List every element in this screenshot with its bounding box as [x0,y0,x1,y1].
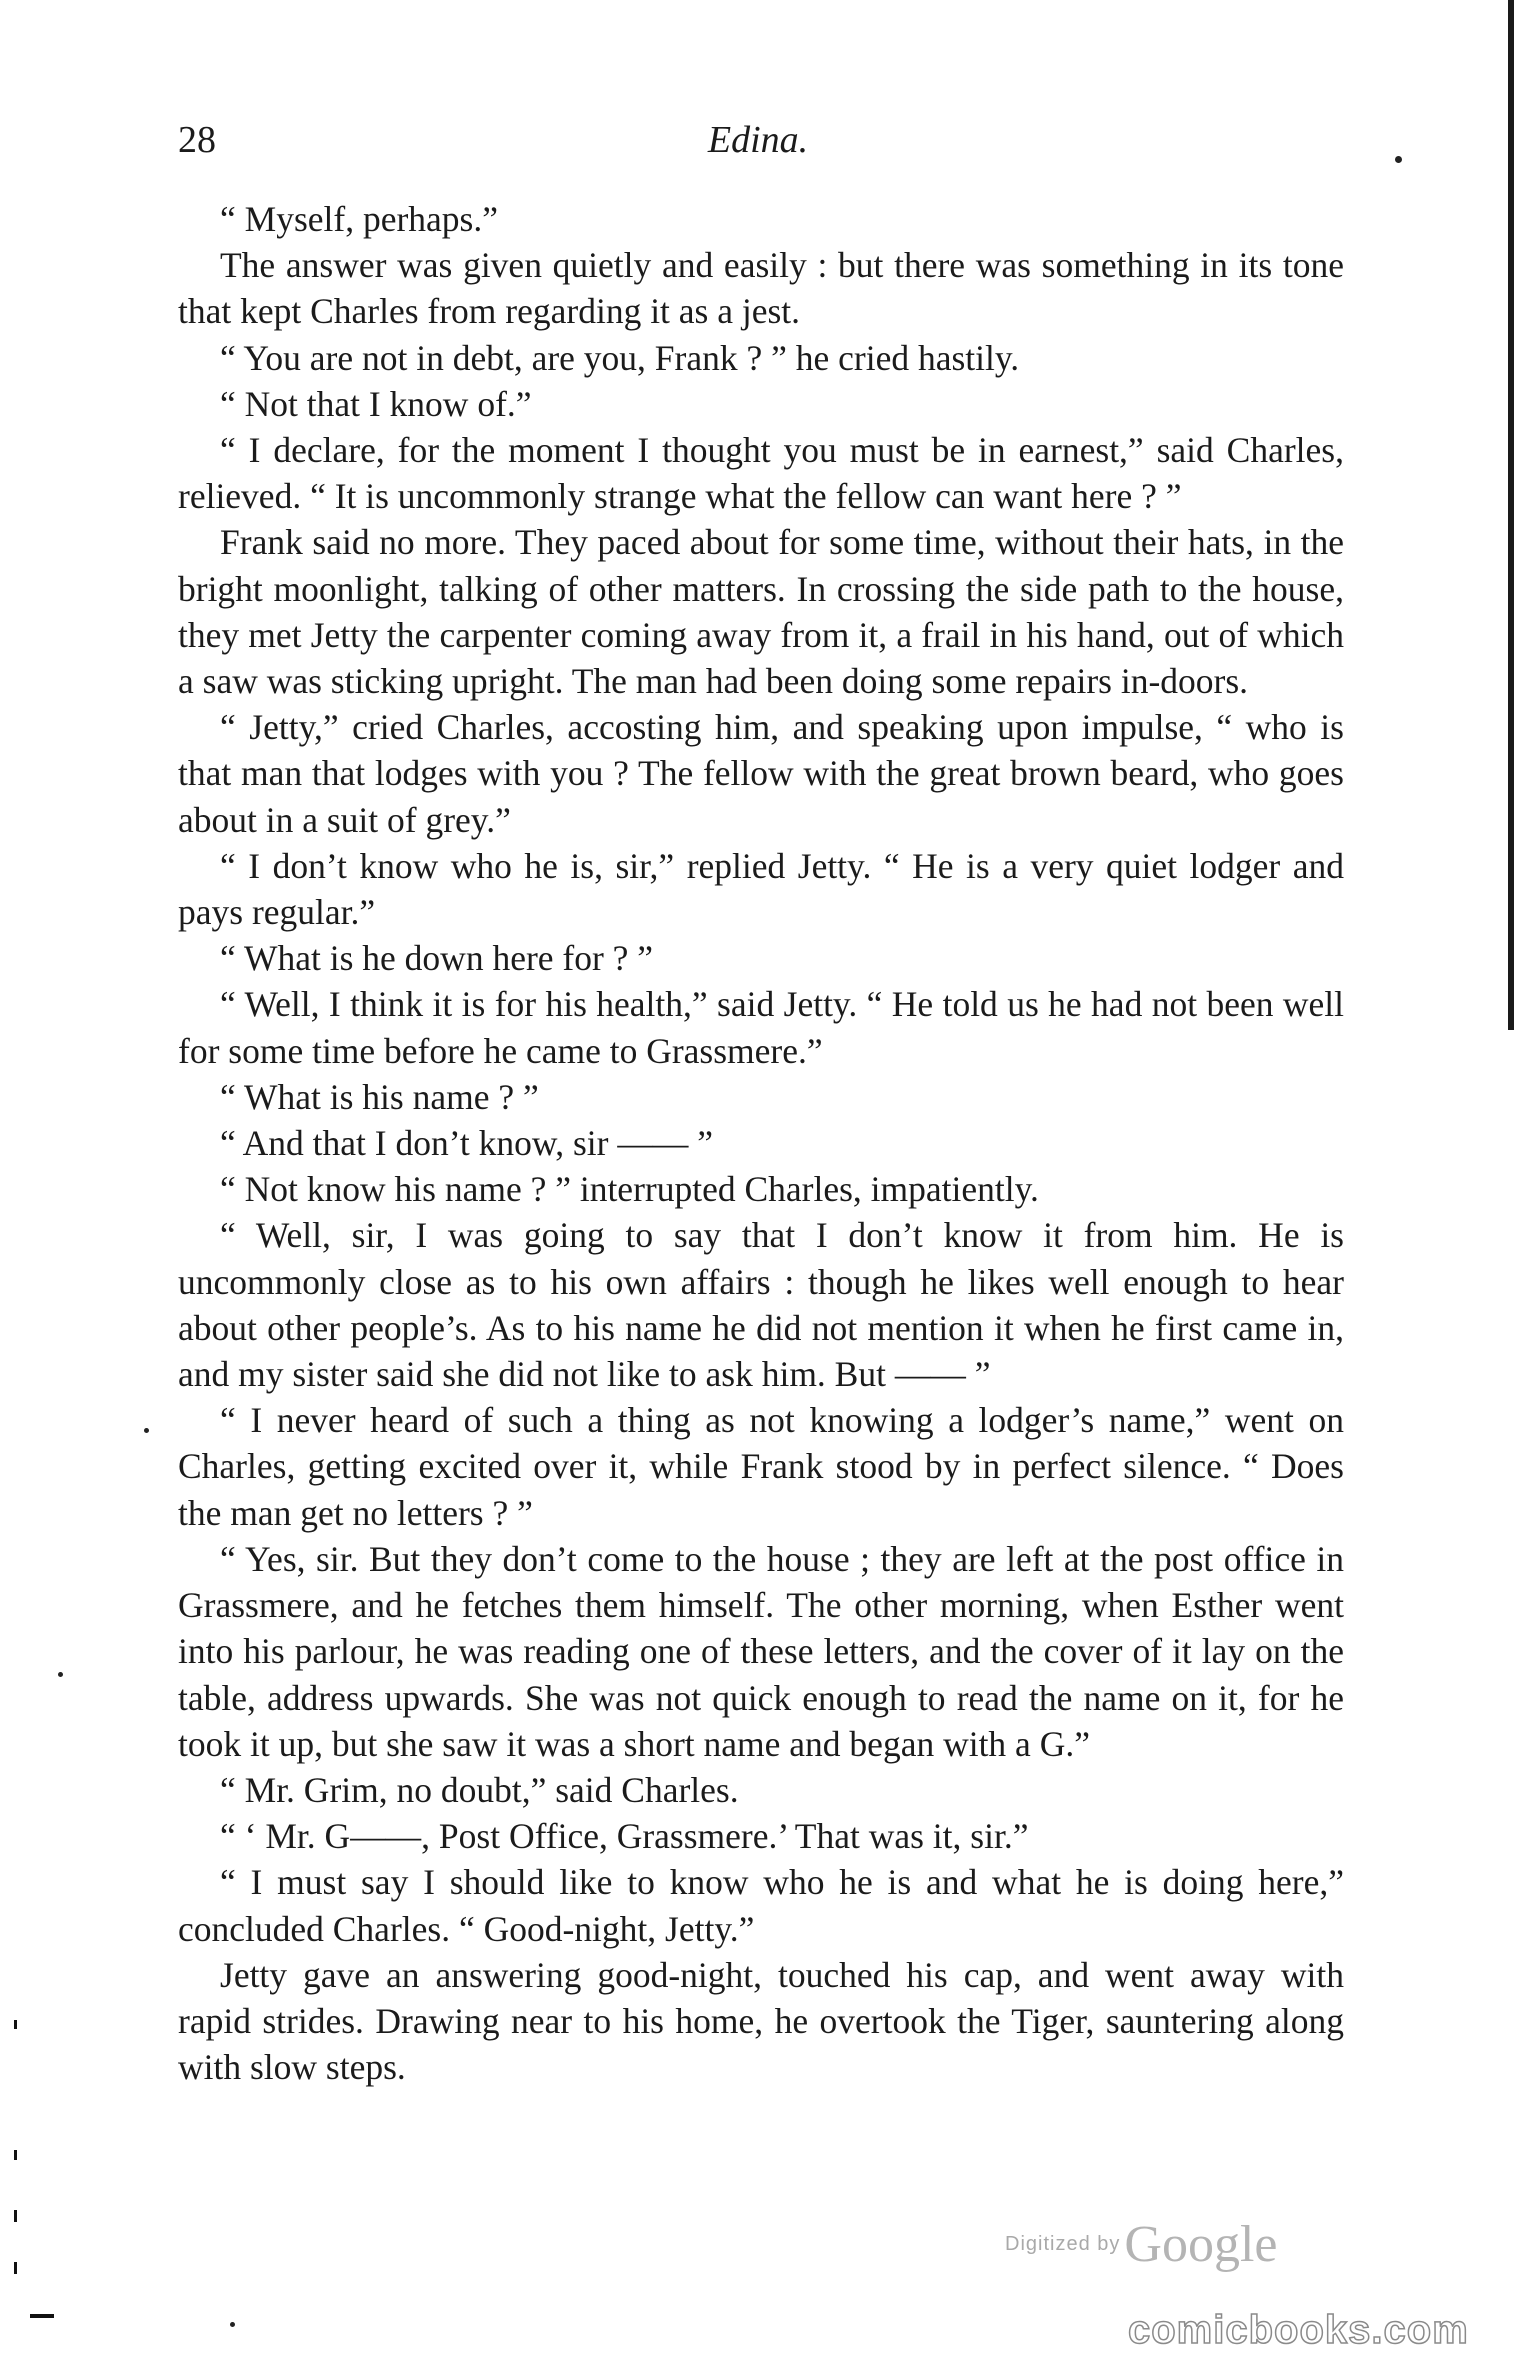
paragraph: “ Well, I think it is for his health,” said Jetty. “ He told us he had not been well for some time before he came to Grassmere.” [178,984,1344,1071]
site-watermark: comicbooks.com [1128,2308,1469,2352]
paragraph: “ I never heard of such a thing as not knowing a lodger’s name,” went on Charles, getting excited over it, while Frank stood by in perfect silence. “ Does the man get no letters ? ” [178,1400,1344,1533]
paragraph: “ Myself, perhaps.” [220,199,498,239]
paragraph: “ Mr. Grim, no doubt,” said Charles. [220,1769,739,1810]
paragraph: “ What is he down here for ? ” [220,938,654,979]
margin-mark [30,2314,54,2318]
page-header [178,118,1338,178]
digitized-by-label: Digitized by [1005,2233,1121,2255]
google-watermark [1005,2215,1277,2274]
paragraph: “ Well, sir, I was going to say that I don’t know it from him. He is uncommonly close as to his own affairs : though he likes well enough to hear about other people’s. As to his name he did not mention it when he first came in, and my sister said she did not like to ask him. But —— ” [178,1215,1344,1395]
margin-mark [14,2150,17,2160]
margin-dot [1395,156,1402,163]
body-text [178,196,1344,2090]
margin-dot [230,2322,235,2327]
page-edge-rule [1508,0,1514,1030]
margin-mark [14,2020,17,2029]
paragraph: “ And that I don’t know, sir —— ” [220,1123,713,1164]
paragraph: Jetty gave an answering good-night, touched his cap, and went away with rapid strides. Drawing near to his home, he overtook the Tiger, sauntering along with slow steps. [178,1954,1344,2088]
paragraph: “ You are not in debt, are you, Frank ? ” he cried hastily. [220,337,1020,378]
paragraph: “ I don’t know who he is, sir,” replied Jetty. “ He is a very quiet lodger and pays regular.” [178,845,1344,933]
paragraph: The answer was given quietly and easily : but there was something in its tone that kept Charles from regarding it as a jest. [178,245,1344,332]
margin-mark [14,2210,17,2222]
paragraph: “ ‘ Mr. G——, Post Office, Grassmere.’ That was it, sir.” [220,1816,1029,1857]
paragraph: “ I declare, for the moment I thought you must be in earnest,” said Charles, relieved. “ It is uncommonly strange what the fellow can want here ? ” [178,430,1344,517]
margin-mark [14,2262,17,2274]
google-logo: Google [1124,2216,1278,2273]
margin-dot [144,1428,149,1433]
paragraph: “ Jetty,” cried Charles, accosting him, and speaking upon impulse, “ who is that man that lodges with you ? The fellow with the great brown beard, who goes about in a suit of grey.” [178,707,1344,840]
paragraph: “ Not that I know of.” [220,383,532,424]
margin-dot [58,1672,63,1677]
paragraph: “ I must say I should like to know who he is and what he is doing here,” concluded Charles. “ Good-night, Jetty.” [178,1862,1344,1949]
page-number: 28 [178,119,216,161]
paragraph: “ What is his name ? ” [220,1076,539,1117]
paragraph: Frank said no more. They paced about for some time, without their hats, in the bright moonlight, talking of other matters. In crossing the side path to the house, they met Jetty the carpenter coming away from it, a frail in his hand, out of which a saw was sticking upright. The man had been doing some repairs in-doors. [178,522,1344,702]
running-title: Edina. [707,119,809,161]
paragraph: “ Yes, sir. But they don’t come to the house ; they are left at the post office in Grassmere, and he fetches them himself. The other morning, when Esther went into his parlour, he was reading one of these letters, and the cover of it lay on the table, address upwards. She was not quick enough to read the name on it, for he took it up, but she saw it was a short name and began with a G.” [178,1538,1344,1764]
paragraph: “ Not know his name ? ” interrupted Charles, impatiently. [220,1169,1039,1210]
